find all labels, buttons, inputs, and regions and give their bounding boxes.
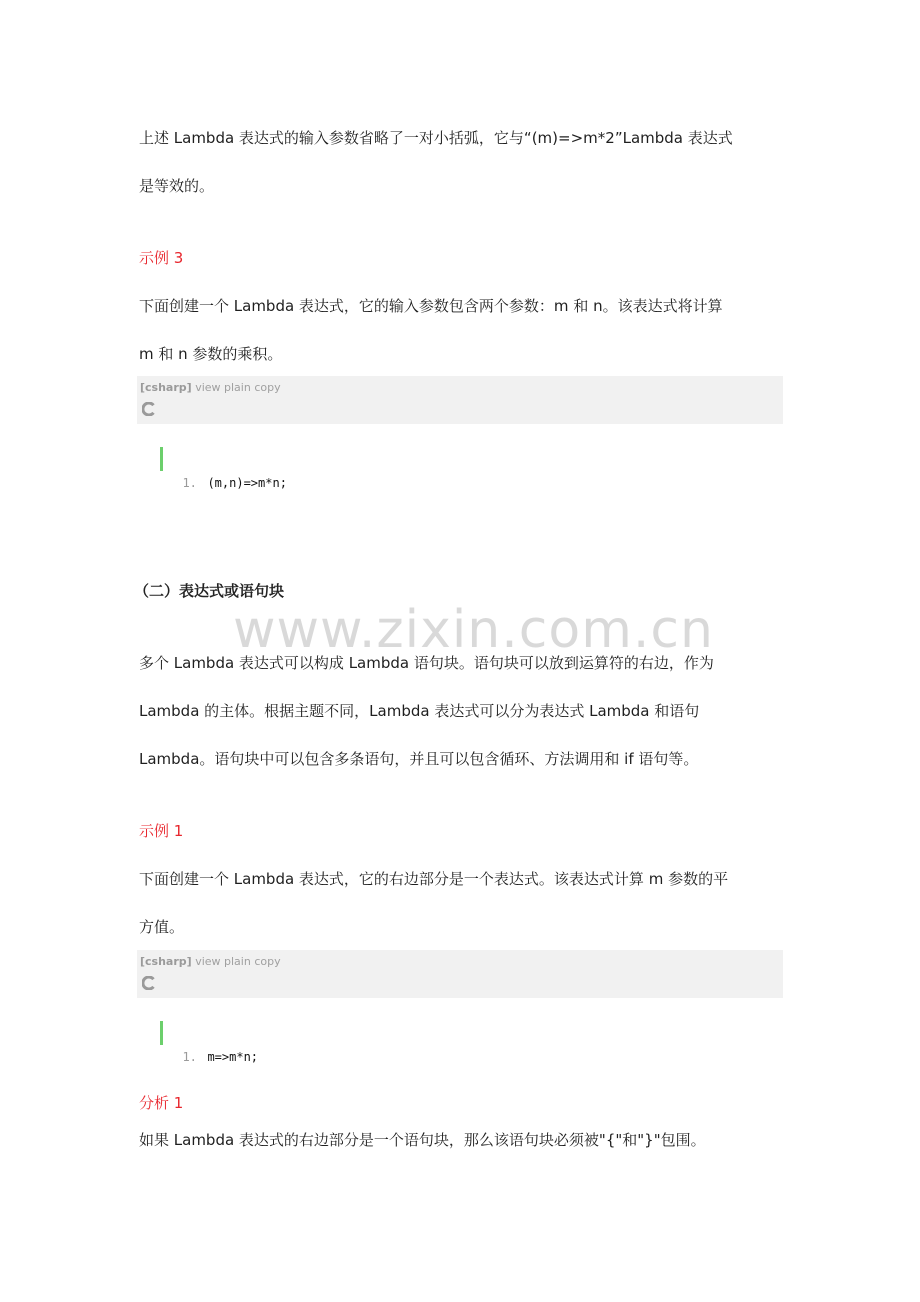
paragraph-line: Lambda 的主体。根据主题不同，Lambda 表达式可以分为表达式 Lambda 和语句: [139, 702, 700, 720]
watermark: www.zixin.com.cn: [233, 600, 714, 660]
code-toolbar-text: [140, 955, 281, 968]
code-language: [csharp]: [140, 955, 192, 968]
copy-icon[interactable]: [142, 402, 156, 416]
section-heading: （二）表达式或语句块: [134, 582, 285, 600]
code-text: m=>m*n;: [207, 1050, 259, 1064]
example-label: 示例 3: [139, 249, 184, 267]
copy-icon[interactable]: [142, 976, 156, 990]
code-text: (m,n)=>m*n;: [207, 476, 287, 490]
line-number: 1.: [182, 476, 197, 490]
paragraph-line: 是等效的。: [139, 177, 215, 195]
analysis-label: 分析 1: [139, 1094, 184, 1112]
code-toolbar: [137, 376, 783, 424]
code-toolbar: [137, 950, 783, 998]
example-label: 示例 1: [139, 822, 184, 840]
paragraph-line: 方值。: [139, 918, 185, 936]
code-line: [160, 447, 287, 490]
paragraph-line: Lambda。语句块中可以包含多条语句，并且可以包含循环、方法调用和 if 语句等。: [139, 750, 699, 768]
view-plain-copy-link[interactable]: view plain copy: [195, 955, 281, 968]
paragraph-line: 上述 Lambda 表达式的输入参数省略了一对小括弧，它与“(m)=>m*2”Lambda 表达式: [139, 129, 733, 147]
view-plain-copy-link[interactable]: view plain copy: [195, 381, 281, 394]
paragraph-line: 多个 Lambda 表达式可以构成 Lambda 语句块。语句块可以放到运算符的右边，作为: [139, 654, 714, 672]
paragraph-line: 下面创建一个 Lambda 表达式，它的右边部分是一个表达式。该表达式计算 m 参数的平: [139, 870, 729, 888]
paragraph-line: m 和 n 参数的乘积。: [139, 345, 283, 363]
code-toolbar-text: [140, 381, 281, 394]
code-line: [160, 1021, 259, 1064]
paragraph-line: 如果 Lambda 表达式的右边部分是一个语句块，那么该语句块必须被"{"和"}"包围。: [139, 1131, 706, 1149]
line-number: 1.: [182, 1050, 197, 1064]
paragraph-line: 下面创建一个 Lambda 表达式，它的输入参数包含两个参数：m 和 n。该表达式将计算: [139, 297, 723, 315]
code-language: [csharp]: [140, 381, 192, 394]
